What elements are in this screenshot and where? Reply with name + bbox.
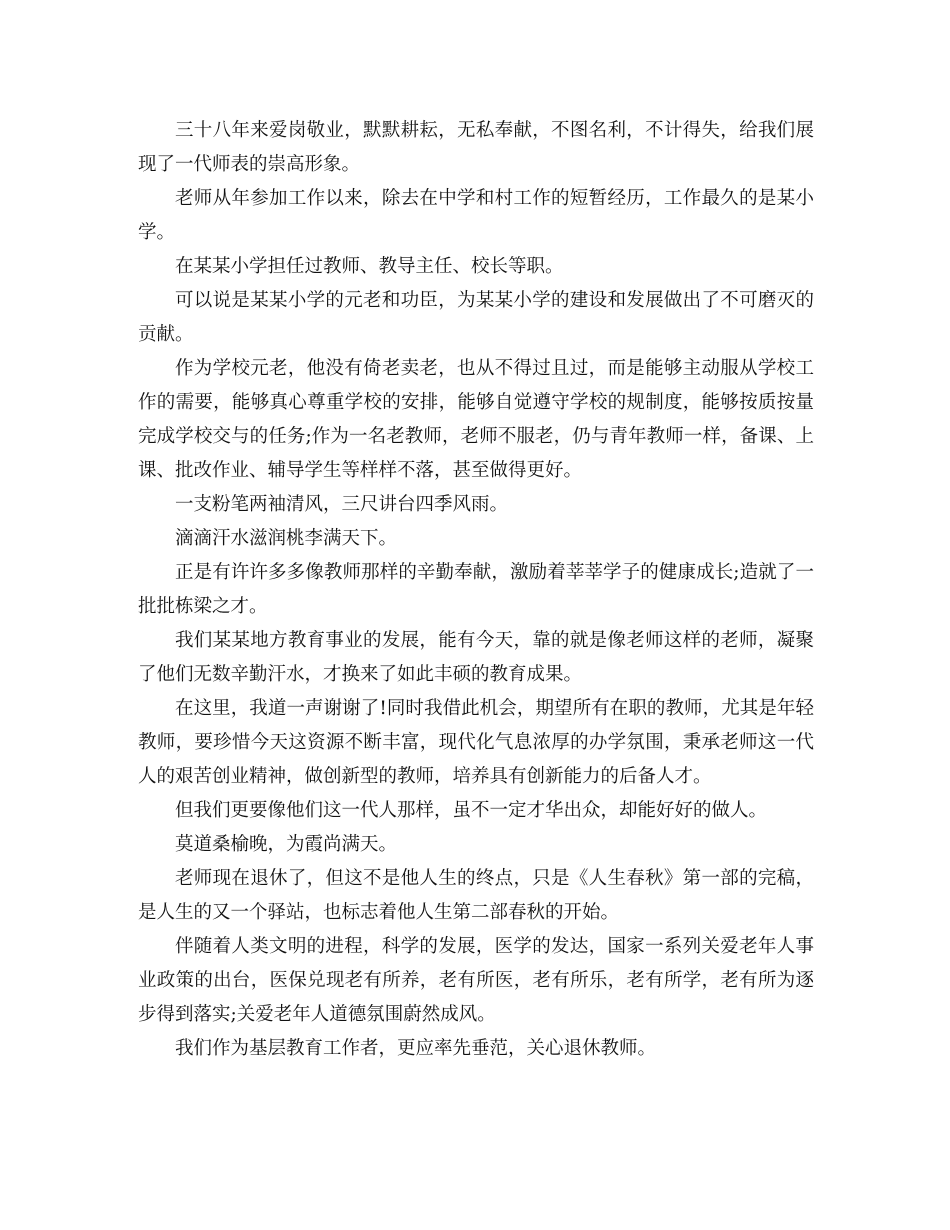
paragraph-10: 在这里，我道一声谢谢了!同时我借此机会，期望所有在职的教师，尤其是年轻教师，要珍惜今天这资源不断丰富，现代化气息浓厚的办学氛围，秉承老师这一代人的艰苦创业精神，做创新型的教师，培养具有创新能力的后备人才。: [138, 698, 814, 787]
paragraph-7: 滴滴汗水滋润桃李满天下。: [175, 528, 398, 549]
paragraph-3: 在某某小学担任过教师、教导主任、校长等职。: [175, 256, 564, 277]
paragraph-1: 三十八年来爱岗敬业，默默耕耘，无私奉献，不图名利，不计得失，给我们展现了一代师表的崇高形象。: [138, 120, 814, 175]
paragraph-9: 我们某某地方教育事业的发展，能有今天，靠的就是像老师这样的老师，凝聚了他们无数辛勤汗水，才换来了如此丰硕的教育成果。: [138, 630, 814, 685]
document-body: [138, 114, 814, 1066]
paragraph-11: 但我们更要像他们这一代人那样，虽不一定才华出众，却能好好的做人。: [175, 800, 768, 821]
paragraph-12: 莫道桑榆晚，为霞尚满天。: [175, 834, 398, 855]
paragraph-8: 正是有许许多多像教师那样的辛勤奉献，激励着莘莘学子的健康成长;造就了一批批栋梁之才。: [138, 562, 814, 617]
paragraph-14: 伴随着人类文明的进程，科学的发展，医学的发达，国家一系列关爱老年人事业政策的出台，医保兑现老有所养，老有所医，老有所乐，老有所学，老有所为逐步得到落实;关爱老年人道德氛围蔚然成风。: [138, 936, 814, 1025]
paragraph-15: 我们作为基层教育工作者，更应率先垂范，关心退休教师。: [175, 1038, 657, 1059]
paragraph-5: 作为学校元老，他没有倚老卖老，也从不得过且过，而是能够主动服从学校工作的需要，能够真心尊重学校的安排，能够自觉遵守学校的规制度，能够按质按量完成学校交与的任务;作为一名老教师，老师不服老，仍与青年教师一样，备课、上课、批改作业、辅导学生等样样不落，甚至做得更好。: [138, 358, 814, 481]
paragraph-6: 一支粉笔两袖清风，三尺讲台四季风雨。: [175, 494, 509, 515]
paragraph-13: 老师现在退休了，但这不是他人生的终点，只是《人生春秋》第一部的完稿，是人生的又一个驿站，也标志着他人生第二部春秋的开始。: [138, 868, 814, 923]
paragraph-4: 可以说是某某小学的元老和功臣，为某某小学的建设和发展做出了不可磨灭的贡献。: [138, 290, 814, 345]
paragraph-2: 老师从年参加工作以来，除去在中学和村工作的短暂经历，工作最久的是某小学。: [138, 188, 814, 243]
